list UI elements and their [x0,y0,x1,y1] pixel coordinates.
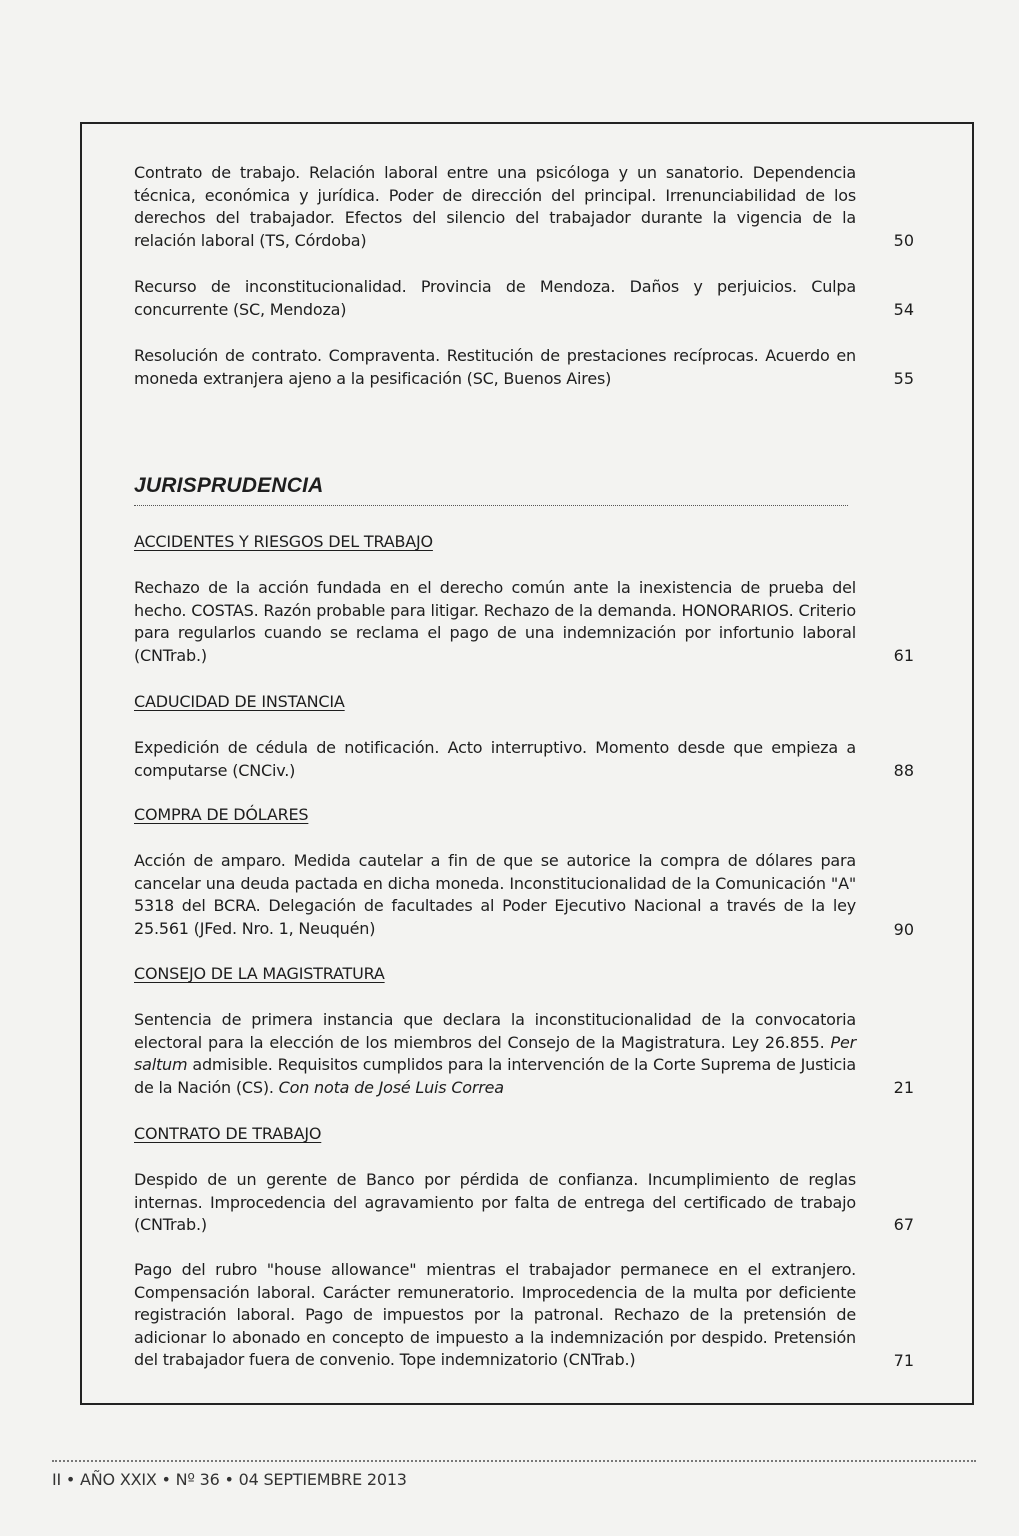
page-number: 90 [893,920,914,939]
section-title: CADUCIDAD DE INSTANCIA [134,692,345,711]
entry-text-italic: Per saltum [134,1032,856,1074]
section-title: CONSEJO DE LA MAGISTRATURA [134,964,385,983]
section-heading: JURISPRUDENCIA [134,474,324,497]
entry-text: Despido de un gerente de Banco por pérdida de confianza. Incumplimiento de reglas internas. Improcedencia del agravamiento por falta de entrega del certificado de trabajo (CNTrab.) [134,1170,856,1234]
page-number: 61 [893,646,914,665]
entry-text: Acción de amparo. Medida cautelar a fin de que se autorice la compra de dólares para cancelar una deuda pactada en dicha moneda. Inconstitucionalidad de la Comunicación "A" 5318 del BCRA. Delegación de facultades al Poder Ejecutivo Nacional a través de la ley 25.561 (JFed. Nro. 1, Neuquén) [134,851,856,938]
entry-text: Contrato de trabajo. Relación laboral entre una psicóloga y un sanatorio. Dependencia técnica, económica y jurídica. Poder de dirección del principal. Irrenunciabilidad de los derechos del trabajador. Efectos del silencio del trabajador durante la vigencia de la relación laboral (TS, Córdoba) [134,163,856,250]
page-number: 55 [893,369,914,388]
entry-text-part: admisible. Requisitos cumplidos para la intervención de la Corte Suprema de Justicia de la Nación (CS). [134,1055,856,1097]
heading-divider [134,505,848,506]
page-number: 71 [893,1351,914,1370]
section-title: CONTRATO DE TRABAJO [134,1124,322,1143]
footer-divider [52,1460,976,1462]
entry-text [134,1009,856,1099]
summary-frame [80,122,974,1405]
entry-text: Pago del rubro "house allowance" mientras el trabajador permanece en el extranjero. Compensación laboral. Carácter remuneratorio. Improcedencia de la multa por deficiente registración laboral. Pago de impuestos por la patronal. Rechazo de la pretensión de adicionar lo abonado en concepto de impuesto a la indemnización por despido. Pretensión del trabajador fuera de convenio. Tope indemnizatorio (CNTrab.) [134,1260,856,1369]
entry-text: Rechazo de la acción fundada en el derecho común ante la inexistencia de prueba del hecho. COSTAS. Razón probable para litigar. Rechazo de la demanda. HONORARIOS. Criterio para regularlos cuando se reclama el pago de una indemnización por infortunio laboral (CNTrab.) [134,578,856,665]
entry-text-part: Sentencia de primera instancia que declara la inconstitucionalidad de la convocatoria electoral para la elección de los miembros del Consejo de la Magistratura. Ley 26.855. [134,1010,856,1052]
page-number: 50 [893,231,914,250]
entry-text: Recurso de inconstitucionalidad. Provincia de Mendoza. Daños y perjuicios. Culpa concurrente (SC, Mendoza) [134,277,856,319]
section-title: COMPRA DE DÓLARES [134,805,309,824]
page-number: 88 [893,761,914,780]
entry-text: Expedición de cédula de notificación. Acto interruptivo. Momento desde que empieza a computarse (CNCiv.) [134,738,856,780]
entry-text: Resolución de contrato. Compraventa. Restitución de prestaciones recíprocas. Acuerdo en moneda extranjera ajeno a la pesificación (SC, Buenos Aires) [134,346,856,388]
page-number: 54 [893,300,914,319]
entry-text-italic: Con nota de José Luis Correa [278,1077,504,1097]
page-number: 21 [893,1078,914,1097]
section-title: ACCIDENTES Y RIESGOS DEL TRABAJO [134,532,433,551]
footer-issue-info: II • AÑO XXIX • Nº 36 • 04 SEPTIEMBRE 2013 [52,1470,407,1489]
page-number: 67 [893,1215,914,1234]
